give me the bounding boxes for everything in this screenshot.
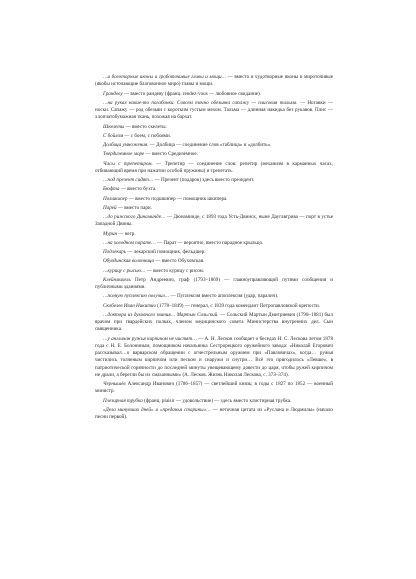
- note-term: Плезирная трубка: [103, 397, 143, 404]
- note-term: Скобелев Иван Никитич: [103, 302, 156, 309]
- note-gloss: (франц. plaisir — удовольствие) — здесь вместо клистирная трубка.: [142, 397, 292, 404]
- note-gloss: — Дюнаминде, с 1893 года Усть-Двинск, ныне Даугавгрива — порт в устье Западной Двины.: [95, 214, 333, 228]
- note-term: …и боготорные иконы и гроботочивые главы и мощи…: [103, 74, 227, 80]
- note-gloss: (1778–1849) — генерал, с 1839 года комендант Петропавловской крепости.: [155, 302, 321, 309]
- note-paragraph: [95, 240, 333, 247]
- note-gloss: — лекарский помощник, фельдшер.: [126, 249, 206, 255]
- note-term: …доктора из духовного звания… Мартын Сольский.: [103, 311, 219, 318]
- note-paragraph: [95, 133, 333, 140]
- note-term: Твердиземное море: [103, 151, 145, 158]
- note-term: Долбица умножения.: [103, 142, 149, 148]
- note-paragraph: [95, 268, 333, 275]
- note-term: …на руках какие-то погабонки. Совсем точно обезьяна сапажу — плисовая тальма.: [103, 99, 298, 106]
- note-gloss: — Долбица — соединение слов «таблица» и «долбить».: [148, 142, 272, 148]
- note-paragraph: [95, 74, 333, 89]
- note-gloss: — Пуплексия вместо апоплексия (удар, паралич).: [169, 293, 279, 300]
- note-gloss: — вместо курицу с рисом.: [145, 267, 205, 274]
- note-gloss: — А. Н. Лесков сообщает о беседах Н. С. Лескова летом 1878 года с Н. Е. Болониным, помощником начальника Сестрорецкого оружейного завода: «Николай Егорович рассказывал…о варварском обращении с огнестрельным оружием при «Павловичах», когда… ружья чистились толченым кирпичом или песком и снаружи и снутри… Всё это пригодилось «Левше», в патриотической горячности до последней минуты увещевающему довести до царя, чтобы ружей кирпичом не драли, а берегли бы их смазанными» (А. Лесков. Жизнь Николая Лескова, с. 373–374).: [95, 335, 333, 378]
- note-paragraph: [95, 91, 333, 98]
- note-paragraph: [95, 381, 333, 396]
- note-term: С бойлом: [103, 132, 124, 139]
- note-gloss: — вместо Средиземное.: [144, 151, 198, 158]
- note-term: Бюфта: [103, 186, 120, 193]
- note-paragraph: [95, 161, 333, 176]
- note-paragraph: [95, 142, 333, 149]
- note-term: Подлекарь: [103, 249, 127, 255]
- note-paragraph: [95, 303, 333, 310]
- note-term: Грандеву: [103, 90, 123, 97]
- note-term: …на холодном парате…: [103, 239, 156, 246]
- note-paragraph: [95, 100, 333, 122]
- note-paragraph: [95, 407, 333, 422]
- note-gloss: — вместо пари.: [116, 204, 152, 211]
- note-term: Шкелеты: [103, 123, 125, 130]
- note-paragraph: [95, 196, 333, 203]
- note-gloss: — вместо скелеты.: [124, 123, 167, 130]
- notes-column: [95, 74, 333, 421]
- note-gloss: — Ногавки — носки. Сапажу — род обезьян с коротким густым мехом. Тальма — длинная накидка без рукавов. Плис — хлопчатобумажная ткань, похожая на бархат.: [95, 99, 333, 121]
- note-paragraph: [95, 177, 333, 184]
- note-gloss: — вместо рандеву (франц. rendez-vous — любовное свидание).: [122, 90, 262, 97]
- note-paragraph: [95, 293, 333, 300]
- note-paragraph: [95, 186, 333, 193]
- note-gloss: — вместо и чудотворные иконы и мироточивые (якобы источающие благовонное миро) главы и мощи.: [95, 74, 333, 88]
- note-term: …под презент сидят…: [103, 177, 154, 183]
- note-term: Часы с трепетиром.: [103, 160, 153, 167]
- note-gloss: — вместо Обуховская.: [154, 258, 205, 265]
- note-gloss: — Трепетир — соединение слов: репетир (механизм в карманных часах, отбивающий время при нажатии особой пружины) и трепетать.: [95, 160, 333, 174]
- note-paragraph: [95, 336, 333, 380]
- note-gloss: — негр.: [117, 230, 136, 237]
- note-gloss: — вместо подшкипер — помощник шкипера.: [127, 195, 228, 202]
- note-paragraph: [95, 151, 333, 158]
- note-paragraph: [95, 277, 333, 292]
- note-paragraph: [95, 214, 333, 229]
- note-term: …у англичан ружья кирпичом не чистят…: [103, 335, 197, 342]
- note-term: Парей: [103, 204, 117, 211]
- note-gloss: — вместо бухта.: [119, 186, 157, 193]
- note-paragraph: [95, 258, 333, 265]
- note-gloss: — Сольский Мартын Дмитриевич (1798–1881) был врачом при гвардейских полках, членом медицинского совета Министерства внутренних дел. Сын священника.: [95, 311, 334, 333]
- note-term: …полную пуплексию получил…: [103, 293, 170, 300]
- note-paragraph: [95, 398, 333, 405]
- note-gloss: Петр Андреевич, граф (1793–1869) — главноуправляющий путями сообщения и публичными зданиями.: [95, 276, 333, 290]
- note-term: …до рижского Динаминде…: [103, 214, 166, 220]
- note-paragraph: [95, 312, 333, 334]
- note-term: Обувдинская волонница: [103, 258, 155, 265]
- note-term: Мурин: [103, 230, 118, 237]
- note-paragraph: [95, 231, 333, 238]
- note-term: Полшкипер: [103, 195, 128, 202]
- note-gloss: — неточная цитата из «Руслана и Людмилы» (начало песни первой).: [95, 406, 333, 420]
- note-paragraph: [95, 205, 333, 212]
- note-term: «Дела минувших дней» и «преданья старины»…: [103, 406, 211, 413]
- note-gloss: — Парат — вероятно, вместо парадное крыльцо.: [155, 239, 264, 246]
- note-term: …курицу с рысью…: [103, 267, 146, 274]
- note-paragraph: [95, 249, 333, 256]
- note-gloss: — Презент (подарок) здесь вместо президент.: [153, 177, 255, 183]
- note-term: Клейнмихель: [103, 276, 131, 283]
- note-gloss: — с боем, с побоями.: [123, 132, 171, 139]
- note-paragraph: [95, 124, 333, 131]
- note-gloss: Александр Иванович (1786–1857) — светлейший князь; в годы с 1827 по 1852 — военный министр.: [95, 381, 333, 395]
- note-term: Чернышёв: [103, 381, 126, 387]
